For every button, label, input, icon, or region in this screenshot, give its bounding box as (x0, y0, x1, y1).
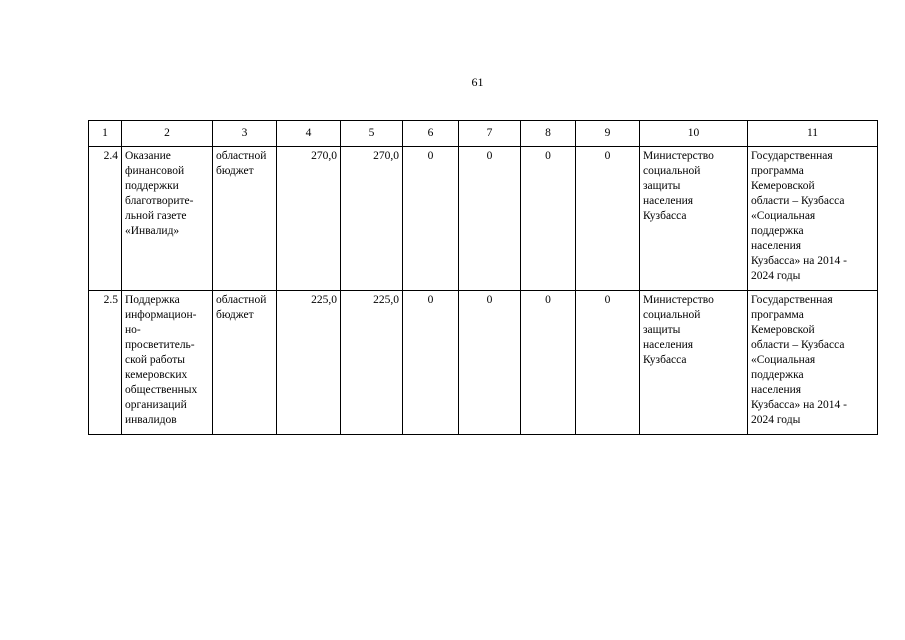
funding-source: областной бюджет (213, 291, 277, 435)
page-number: 61 (471, 75, 484, 89)
program-cell: Государственная программа Кемеровской области – Кузбасса «Социальная поддержка населения Кузбасса» на 2014 - 2024 годы (748, 291, 878, 435)
measure-name: Поддержка информацион- но- просветитель- ской работы кемеровских общественных организаций инвалидов (122, 291, 213, 435)
amount-cell: 225,0 (277, 291, 341, 435)
table-header-row (89, 121, 878, 147)
table-row (89, 147, 878, 291)
amount-cell: 270,0 (277, 147, 341, 291)
header-cell: 2 (122, 121, 213, 147)
amount-cell: 0 (521, 291, 576, 435)
row-number: 2.4 (89, 147, 122, 291)
amount-cell: 0 (576, 291, 640, 435)
header-cell: 1 (89, 121, 122, 147)
header-cell: 10 (640, 121, 748, 147)
amount-cell: 0 (521, 147, 576, 291)
header-cell: 4 (277, 121, 341, 147)
header-cell: 9 (576, 121, 640, 147)
funding-source: областной бюджет (213, 147, 277, 291)
header-cell: 11 (748, 121, 878, 147)
amount-cell: 0 (459, 291, 521, 435)
program-cell: Государственная программа Кемеровской области – Кузбасса «Социальная поддержка населения Кузбасса» на 2014 - 2024 годы (748, 147, 878, 291)
amount-cell: 0 (459, 147, 521, 291)
executor-cell: Министерство социальной защиты населения Кузбасса (640, 147, 748, 291)
amount-cell: 225,0 (341, 291, 403, 435)
amount-cell: 0 (403, 291, 459, 435)
header-cell: 5 (341, 121, 403, 147)
amount-cell: 0 (403, 147, 459, 291)
table-row (89, 291, 878, 435)
header-cell: 3 (213, 121, 277, 147)
header-cell: 6 (403, 121, 459, 147)
program-table (88, 120, 878, 435)
executor-cell: Министерство социальной защиты населения Кузбасса (640, 291, 748, 435)
measure-name: Оказание финансовой поддержки благотворите- льной газете «Инвалид» (122, 147, 213, 291)
header-cell: 7 (459, 121, 521, 147)
amount-cell: 0 (576, 147, 640, 291)
row-number: 2.5 (89, 291, 122, 435)
amount-cell: 270,0 (341, 147, 403, 291)
header-cell: 8 (521, 121, 576, 147)
